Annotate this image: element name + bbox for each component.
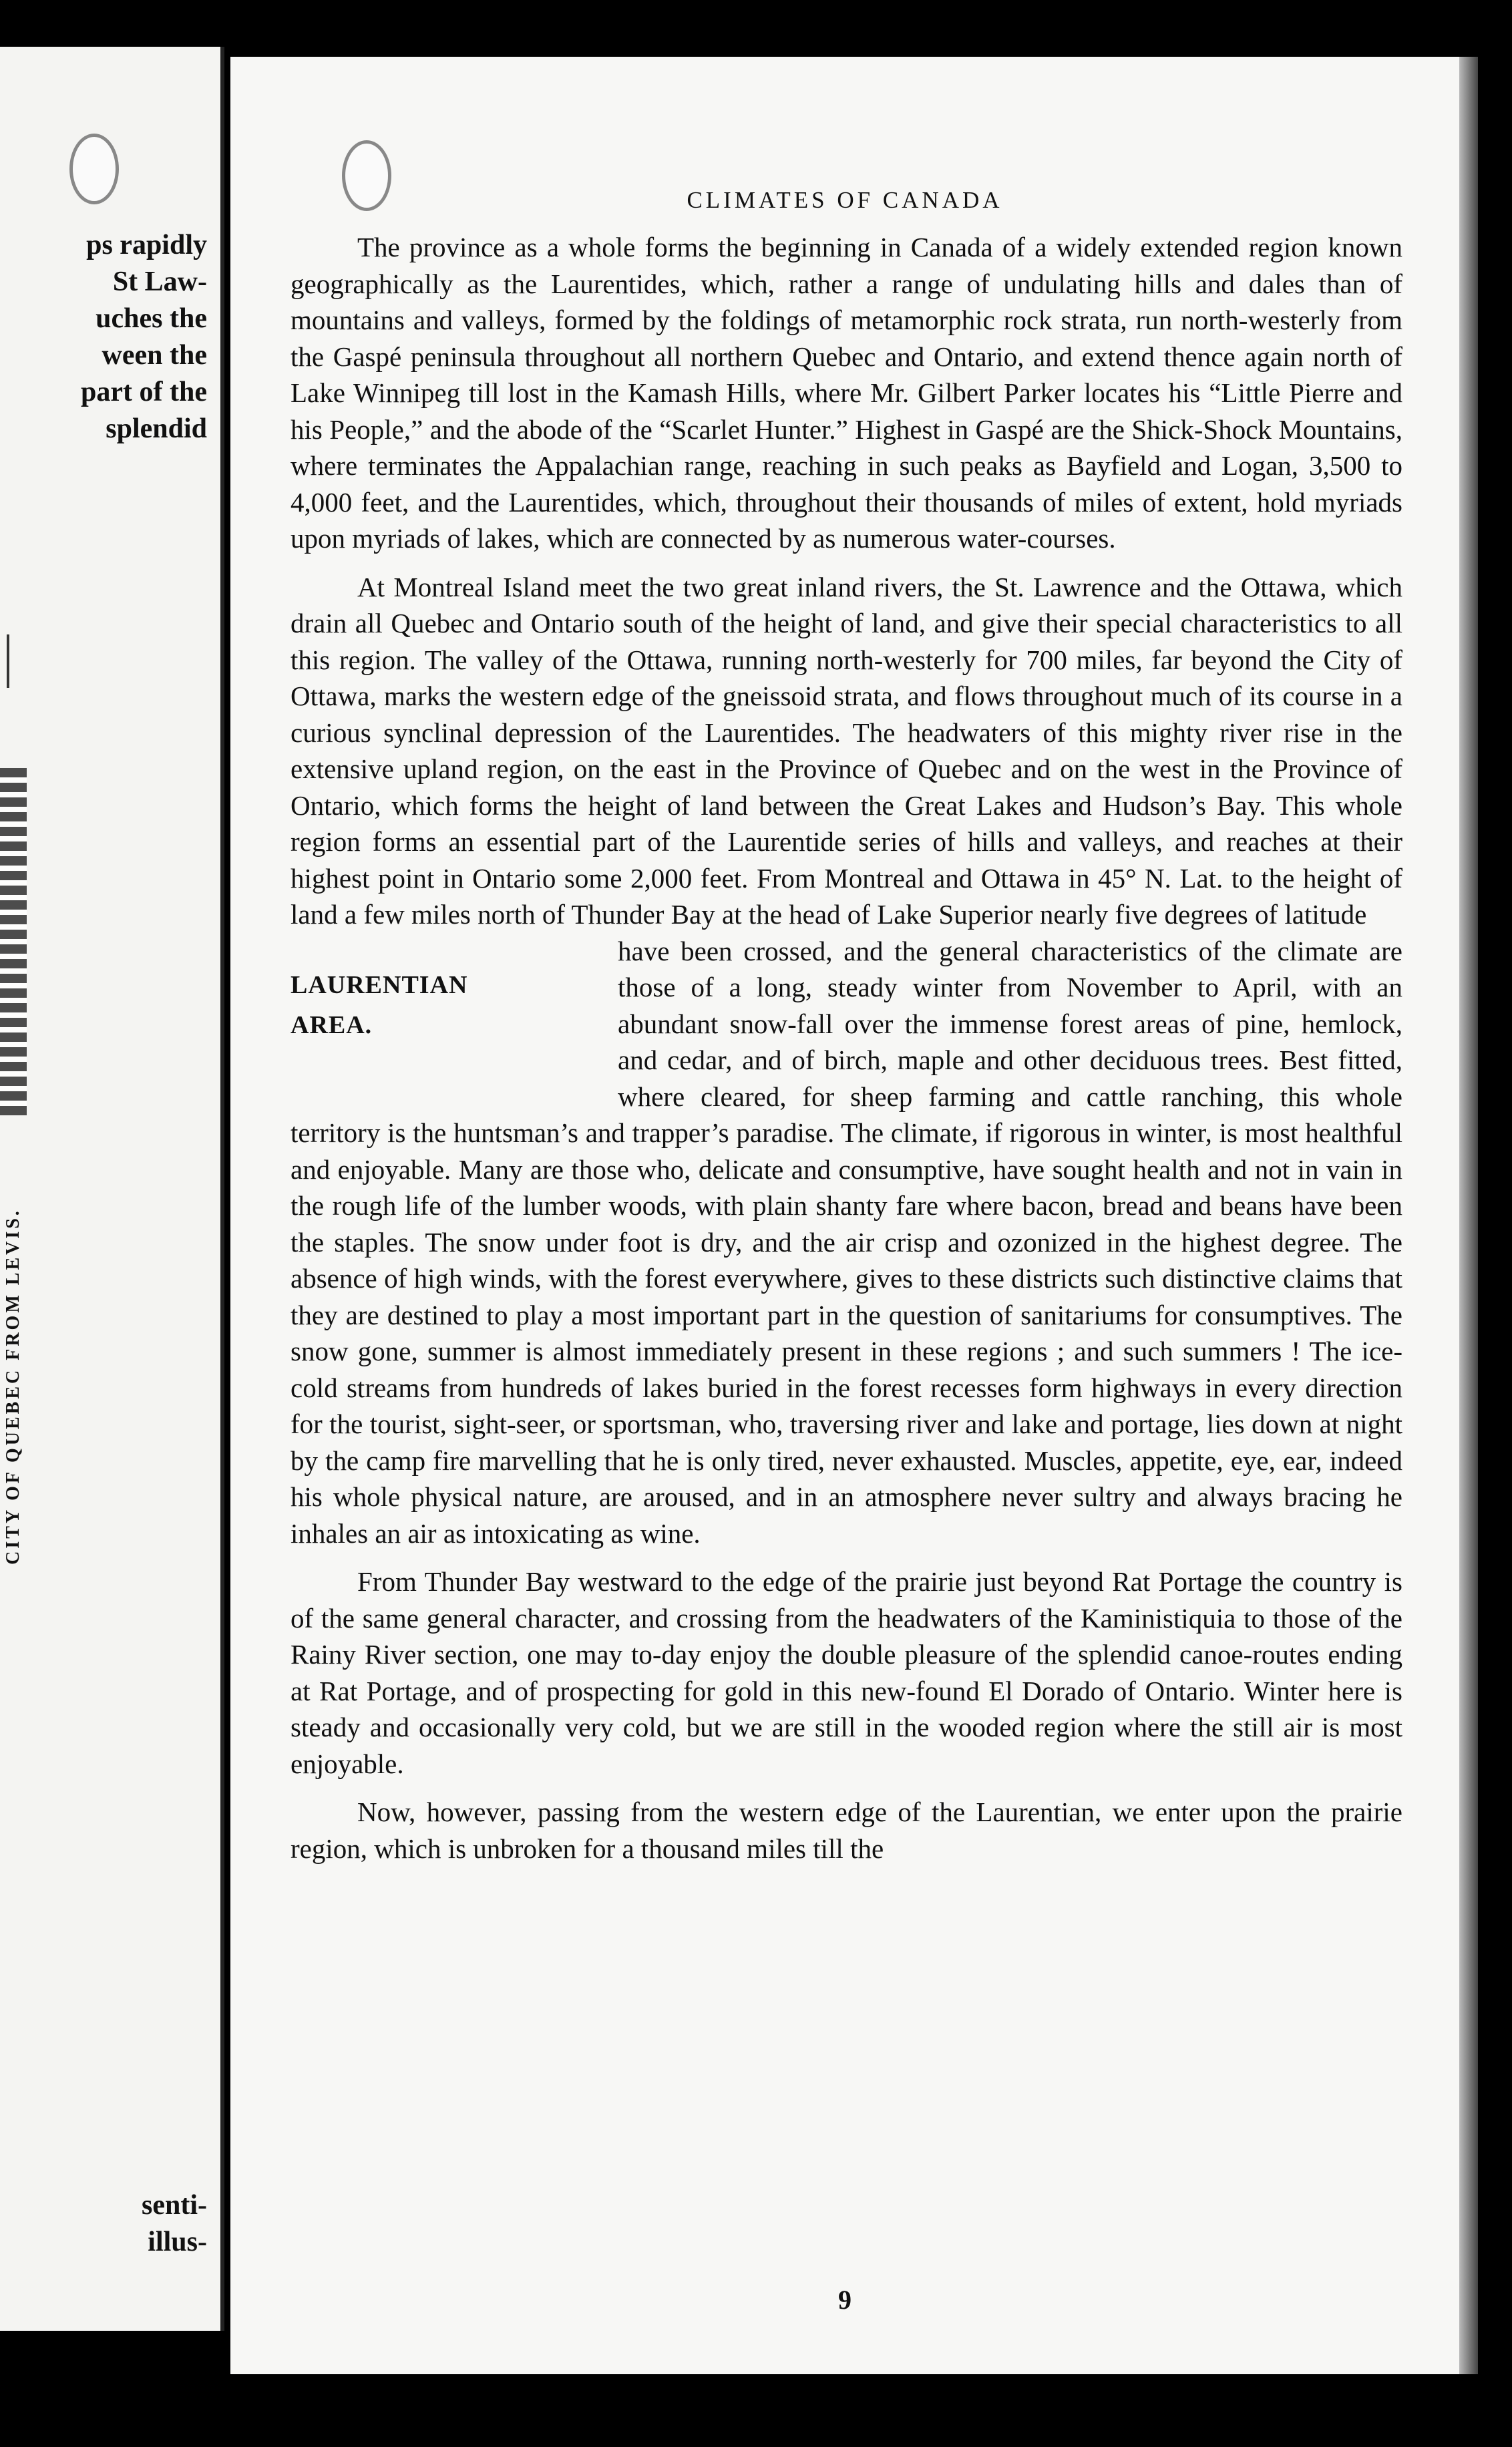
book-page — [230, 57, 1459, 2374]
illustration-edge — [7, 634, 29, 688]
facing-page-text-bottom: senti- illus- — [142, 2190, 207, 2257]
facing-page-text: ps rapidly St Law- uches the ween the part of the splendid — [81, 230, 207, 444]
paragraph: LAURENTIAN AREA. have been crossed, and the general characteristics of the climate are those of a long, steady winter from November to April, with an abundant snow-fall over the immense forest areas of pine, hemlock, and cedar, and of birch, maple and other deciduous trees. Best fitted, where cleared, for sheep farming and cattle ranching, this whole territory is the huntsman’s and trapper’s paradise. The climate, if rigorous in winter, is most healthful and enjoyable. Many are those who, delicate and consumptive, have sought health and not in vain in the rough life of the lumber woods, with plain shanty fare where bacon, bread and beans have been the staples. The snow under foot is dry, and the air crisp and ozonized in the highest degree. The absence of high winds, with the forest everywhere, gives to these districts such distinctive claims that they are destined to play a most important part in the question of sanitariums for consumptives. The snow gone, summer is almost immediately present in these regions ; and such summers ! The ice-cold streams from hundreds of lakes buried in the forest recesses form highways in every direction for the tourist, sight-seer, or sportsman, who, traversing river and lake and portage, lies down at night by the camp fire marvelling that he is only tired, never exhausted. Muscles, appetite, eye, ear, indeed his whole physical nature, are aroused, and in an atmosphere never sultry and always bracing he inhales an air as intoxicating as wine. — [291, 935, 1402, 1549]
paragraph: Now, however, passing from the western edge of the Laurentian, we enter upon the prairie region, which is unbroken for a thousand miles till the — [291, 1797, 1402, 1864]
facing-page — [0, 47, 224, 2331]
page-edge — [1459, 57, 1478, 2374]
running-head: CLIMATES OF CANADA — [687, 187, 1003, 213]
paragraph: From Thunder Bay westward to the edge of the prairie just beyond Rat Portage the country is of the same general character, and crossing from the headwaters of the Kaministiquia to those of the Rainy River section, one may to-day enjoy the double pleasure of the splendid canoe-routes ending at Rat Portage, and of prospecting for gold in this new-found El Dorado of Ontario. Winter here is steady and occasionally very cold, but we are still in the wooded region where the still air is most enjoyable. — [291, 1566, 1402, 1779]
scan-border — [0, 2374, 1512, 2447]
paragraph: The province as a whole forms the beginning in Canada of a widely extended region known geographically as the Laurentides, which, rather a range of undulating hills and dales than of mountains and valleys, formed by the foldings of metamorphic rock strata, run north-westerly from the Gaspé peninsula throughout all northern Quebec and Ontario, and extend thence again north of Lake Winnipeg till lost in the Kamash Hills, where Mr. Gilbert Parker locates his “Little Pierre and his People,” and the abode of the “Scarlet Hunter.” Highest in Gaspé are the Shick-Shock Mountains, where terminates the Appalachian range, reaching in such peaks as Bayfield and Logan, 3,500 to 4,000 feet, and the Laurentides, which, throughout their thousands of miles of extent, hold myriads upon myriads of lakes, which are connected by as numerous water-courses. — [291, 232, 1402, 554]
binding-hole — [69, 134, 119, 204]
body-text — [291, 229, 1402, 1867]
page-number: 9 — [838, 2285, 852, 2315]
sidenote: LAURENTIAN AREA. — [291, 970, 468, 1039]
paragraph: At Montreal Island meet the two great inland rivers, the St. Lawrence and the Ottawa, which drain all Quebec and Ontario south of the height of land, and give their special characteristics to all this region. The valley of the Ottawa, running north-westerly for 700 miles, far beyond the City of Ottawa, marks the western edge of the gneissoid strata, and flows throughout much of its course in a curious synclinal depression of the Laurentides. The headwaters of this mighty river rise in the extensive upland region, on the east in the Province of Quebec and on the west in the Province of Ontario, which forms the height of land between the Great Lakes and Hudson’s Bay. This whole region forms an essential part of the Laurentide series of hills and valleys, and reaches at their highest point in Ontario some 2,000 feet. From Montreal and Ottawa in 45° N. Lat. to the height of land a few miles north of Thunder Bay at the head of Lake Superior nearly five degrees of latitude — [291, 571, 1402, 930]
illustration-caption: CITY OF QUEBEC FROM LEVIS. — [3, 1208, 23, 1565]
illustration-fragment — [0, 768, 27, 1115]
